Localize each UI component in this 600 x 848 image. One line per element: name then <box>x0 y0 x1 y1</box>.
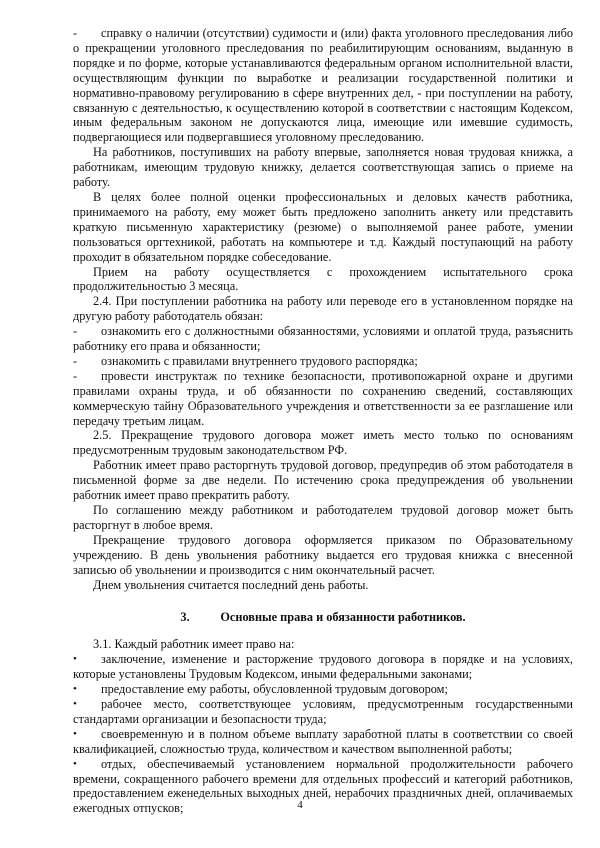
list-item-text: предоставление ему работы, обусловленной трудовым договором; <box>101 682 448 697</box>
paragraph: По соглашению между работником и работодателем трудовой договор может быть расторгнут в любое время. <box>73 503 573 532</box>
section-heading <box>73 610 573 625</box>
list-item-text: провести инструктаж по технике безопасности, противопожарной охране и другими правилами охраны труда, и об обязанности по сохранению сведений, составляющих коммерческую тайну Образовательного учреждения и ответственности за ее разглашение или передачу третьим лицам. <box>73 368 573 428</box>
dash-marker: - <box>73 368 78 383</box>
dash-marker: - <box>73 26 78 40</box>
paragraph: 3.1. Каждый работник имеет право на: <box>93 637 295 652</box>
bullet-list-item <box>73 652 573 682</box>
paragraph: Прекращение трудового договора оформляется приказом по Образовательному учреждению. В день увольнения работнику выдается его трудовая книжка с внесенной записью об увольнении и производится с ним окончательный расчет. <box>73 532 573 577</box>
list-item-text: справку о наличии (отсутствии) судимости и (или) факта уголовного преследования либо о прекращении уголовного преследования по реабилитирующим основаниям, выданную в порядке и по форме, которые устанавливаются федеральным органом исполнительной власти, осуществляющим функции по выработке и реализации государственной политики и нормативно-правовому регулированию в сфере внутренних дел, - при поступлении на работу, связанную с деятельностью, к осуществлению которой в соответствии с настоящим Кодексом, иным федеральным законом не допускаются лица, имеющие или имевшие судимость, подвергающиеся или подвергавшиеся уголовному преследованию. <box>73 26 573 145</box>
bullet-icon: • <box>73 683 77 696</box>
paragraph: Днем увольнения считается последний день работы. <box>93 577 369 592</box>
bullet-icon: • <box>73 697 77 710</box>
paragraph: На работников, поступивших на работу впервые, заполняется новая трудовая книжка, а работникам, имеющим трудовую книжку, делается соответствующая запись о приеме на работу. <box>73 145 573 190</box>
paragraph: 2.5. Прекращение трудового договора может иметь место только по основаниям предусмотренным трудовым законодательством РФ. <box>73 428 573 458</box>
bullet-list-item <box>73 697 573 727</box>
section-number: 3. <box>180 610 190 625</box>
dash-list-item <box>73 324 573 354</box>
bullet-icon: • <box>73 653 77 666</box>
dash-marker: - <box>73 324 78 339</box>
list-item-text: рабочее место, соответствующее условиям, предусмотренным государственными стандартами организации и безопасности труда; <box>73 696 573 726</box>
paragraph: 2.4. При поступлении работника на работу или переводе его в установленном порядке на другую работу работодатель обязан: <box>73 294 573 324</box>
list-item-text: ознакомить его с должностными обязанностями, условиями и оплатой труда, разъяснить работнику его права и обязанности; <box>73 324 573 354</box>
bullet-list-item <box>73 727 573 757</box>
bullet-icon: • <box>73 727 77 740</box>
list-item-text: заключение, изменение и расторжение трудового договора в порядке и на условиях, которые установлены Трудовым Кодексом, иными федеральными законами; <box>73 652 573 682</box>
list-item-text: своевременную и в полном объеме выплату заработной платы в соответствии со своей квалификацией, сложностью труда, количеством и качеством выполненной работы; <box>73 726 573 756</box>
list-item-text: ознакомить с правилами внутреннего трудового распорядка; <box>101 353 418 368</box>
bullet-list-item <box>73 682 573 697</box>
dash-list-item <box>73 369 573 429</box>
bullet-icon: • <box>73 757 77 770</box>
document-body <box>73 26 573 816</box>
paragraph: Прием на работу осуществляется с прохождением испытательного срока продолжительностью 3 месяца. <box>73 264 573 294</box>
dash-list-item <box>73 26 573 145</box>
paragraph: В целях более полной оценки профессиональных и деловых качеств работника, принимаемого на работу, ему может быть предложено заполнить анкету или представить краткую письменную характеристику (резюме) о выполняемой ранее работе, умении пользоваться оргтехникой, работать на компьютере и т.д. Каждый поступающий на работу проходит в обязательном порядке собеседование. <box>73 189 573 264</box>
dash-marker: - <box>73 353 78 368</box>
section-title: Основные права и обязанности работников. <box>220 610 466 625</box>
page-number: 4 <box>297 799 303 811</box>
list-item-text: отдых, обеспечиваемый установлением нормальной продолжительности рабочего времени, сокращенного рабочего времени для отдельных профессий и категорий работников, предоставлением еженедельных выходных дней, нерабочих праздничных дней, оплачиваемых ежегодных отпусков; <box>73 756 573 816</box>
dash-list-item <box>73 354 573 369</box>
paragraph: Работник имеет право расторгнуть трудовой договор, предупредив об этом работодателя в письменной форме за две недели. По истечению срока предупреждения об увольнении работник имеет право прекратить работу. <box>73 458 573 503</box>
